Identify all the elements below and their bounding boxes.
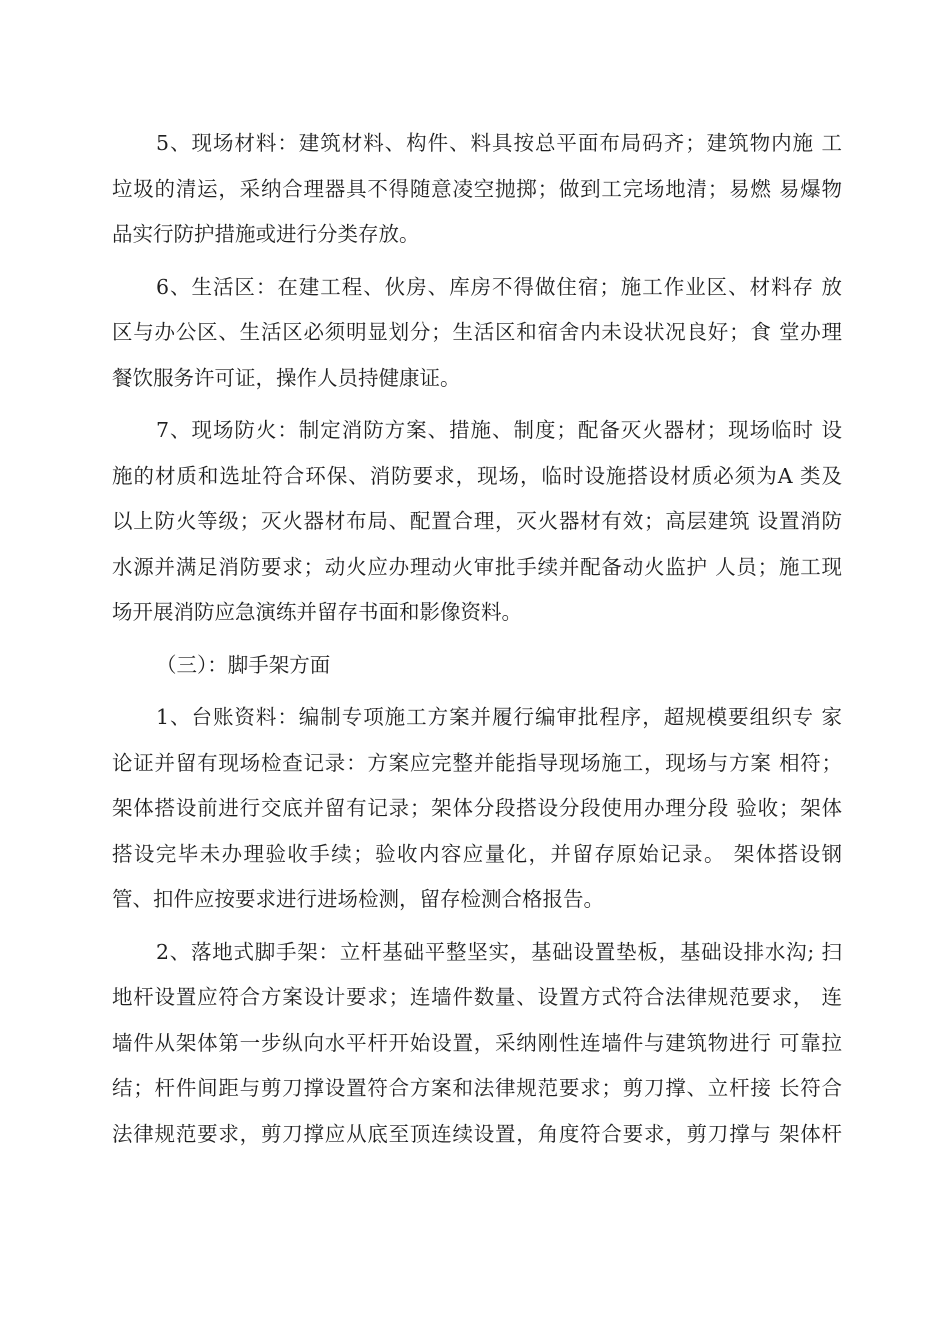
section-heading: （三）：脚手架方面 <box>156 652 331 677</box>
text-line: 1、台账资料：编制专项施工方案并履行编审批程序，超规模要组织专 家 <box>156 705 842 729</box>
text-line: 6、生活区：在建工程、伙房、库房不得做住宿；施工作业区、材料存 放 <box>156 274 842 299</box>
text-line: 搭设完毕未办理验收手续；验收内容应量化，并留存原始记录。 架体搭设钢 <box>112 841 842 866</box>
paragraph-ledger-records <box>112 695 842 923</box>
text-line: 法律规范要求，剪刀撑应从底至顶连续设置，角度符合要求，剪刀撑与 架体杆 <box>112 1121 842 1146</box>
text-line: 5、现场材料：建筑材料、构件、料具按总平面布局码齐；建筑物内施 工 <box>156 131 842 155</box>
text-line: 以上防火等级；灭火器材布局、配置合理，灭火器材有效；高层建筑 设置消防 <box>112 509 842 533</box>
text-line: 架体搭设前进行交底并留有记录；架体分段搭设分段使用办理分段 验收；架体 <box>112 796 842 820</box>
text-line: 论证并留有现场检查记录：方案应完整并能指导现场施工，现场与方案 相符； <box>112 750 842 775</box>
text-line: 场开展消防应急演练并留存书面和影像资料。 <box>112 600 522 624</box>
paragraph-living-area <box>112 265 842 402</box>
text-line: 品实行防护措施或进行分类存放。 <box>112 222 420 246</box>
section-heading-scaffolding <box>112 643 842 689</box>
text-line: 7、现场防火：制定消防方案、措施、制度；配备灭火器材；现场临时 设 <box>156 418 842 442</box>
text-line: 地杆设置应符合方案设计要求；连墙件数量、设置方式符合法律规范要求， 连 <box>112 985 842 1009</box>
text-line: 结；杆件间距与剪刀撑设置符合方案和法律规范要求；剪刀撑、立杆接 长符合 <box>112 1076 842 1100</box>
text-line: 墙件从架体第一步纵向水平杆开始设置，采纳刚性连墙件与建筑物进行 可靠拉 <box>112 1030 842 1055</box>
text-line: 管、扣件应按要求进行进场检测，留存检测合格报告。 <box>112 887 604 911</box>
paragraph-site-materials <box>112 121 842 258</box>
paragraph-floor-scaffolding <box>112 930 842 1158</box>
text-line: 垃圾的清运，采纳合理器具不得随意凌空抛掷；做到工完场地清；易燃 易爆物 <box>112 176 842 201</box>
document-body <box>112 121 842 1157</box>
paragraph-fire-prevention <box>112 408 842 636</box>
text-line: 餐饮服务许可证，操作人员持健康证。 <box>112 365 461 390</box>
text-line: 水源并满足消防要求；动火应办理动火审批手续并配备动火监护 人员；施工现 <box>112 554 842 579</box>
text-line: 2、落地式脚手架：立杆基础平整坚实，基础设置垫板，基础设排水沟; 扫 <box>156 939 842 964</box>
text-line: 区与办公区、生活区必须明显划分；生活区和宿舍内未设状况良好；食 堂办理 <box>112 320 842 344</box>
text-line: 施的材质和选址符合环保、消防要求，现场，临时设施搭设材质必须为A 类及 <box>112 463 842 488</box>
